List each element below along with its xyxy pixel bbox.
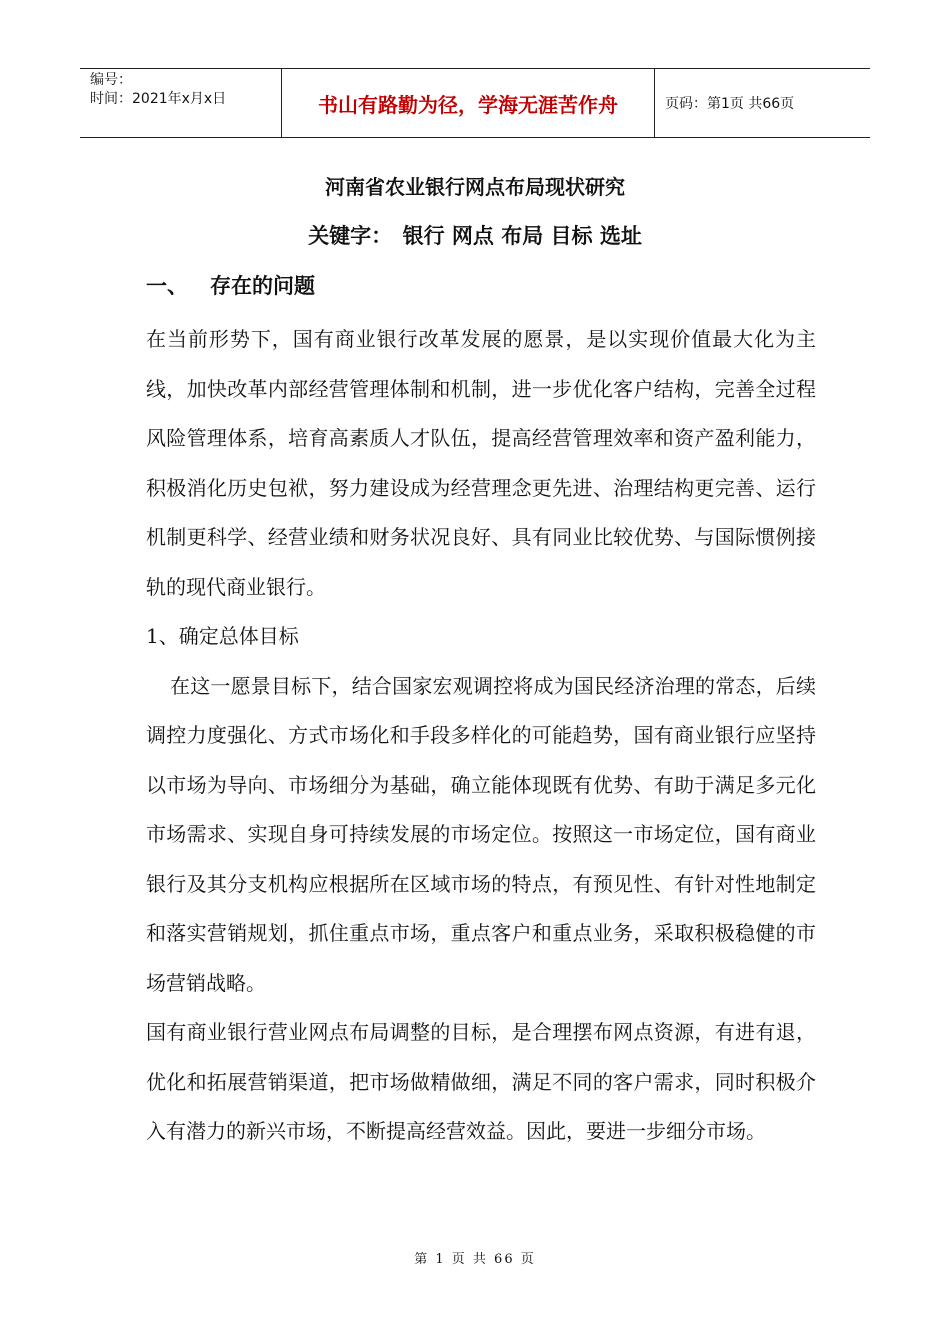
section-title: 存在的问题 xyxy=(210,273,315,298)
header-page-info: 页码：第1页 共66页 xyxy=(665,96,795,112)
paragraph: 在这一愿景目标下，结合国家宏观调控将成为国民经济治理的常态，后续调控力度强化、方式市场化和手段多样化的可能趋势，国有商业银行应坚持以市场为导向、市场细分为基础，确立能体现既有优势、有助于满足多元化市场需求、实现自身可持续发展的市场定位。按照这一市场定位，国有商业银行及其分支机构应根据所在区域市场的特点，有预见性、有针对性地制定和落实营销规划，抓住重点市场，重点客户和重点业务，采取积极稳健的市场营销战略。 xyxy=(146,673,816,995)
paragraph: 国有商业银行营业网点布局调整的目标，是合理摆布网点资源，有进有退，优化和拓展营销渠道，把市场做精做细，满足不同的客户需求，同时积极介入有潜力的新兴市场，不断提高经营效益。因此，要进一步细分市场。 xyxy=(146,1020,816,1143)
page-header xyxy=(80,68,870,138)
subheading: 1、确定总体目标 xyxy=(146,624,299,648)
document-title: 河南省农业银行网点布局现状研究 xyxy=(325,175,625,199)
document-keywords: 关键字： 银行 网点 布局 目标 选址 xyxy=(308,223,642,248)
section-number: 一、 xyxy=(146,273,188,298)
document-body xyxy=(146,315,816,1157)
page-footer: 第 1 页 共 66 页 xyxy=(414,1252,536,1267)
header-date-label: 时间：2021年x月x日 xyxy=(90,91,227,107)
header-meta xyxy=(80,69,282,137)
header-motto: 书山有路勤为径，学海无涯苦作舟 xyxy=(282,69,655,137)
paragraph: 在当前形势下，国有商业银行改革发展的愿景，是以实现价值最大化为主线，加快改革内部经营管理体制和机制，进一步优化客户结构，完善全过程风险管理体系，培育高素质人才队伍，提高经营管理效率和资产盈利能力，积极消化历史包袱，努力建设成为经营理念更先进、治理结构更完善、运行机制更科学、经营业绩和财务状况良好、具有同业比较优势、与国际惯例接轨的现代商业银行。 xyxy=(146,327,816,599)
section-heading xyxy=(146,270,315,300)
header-id-label: 编号： xyxy=(90,72,132,88)
